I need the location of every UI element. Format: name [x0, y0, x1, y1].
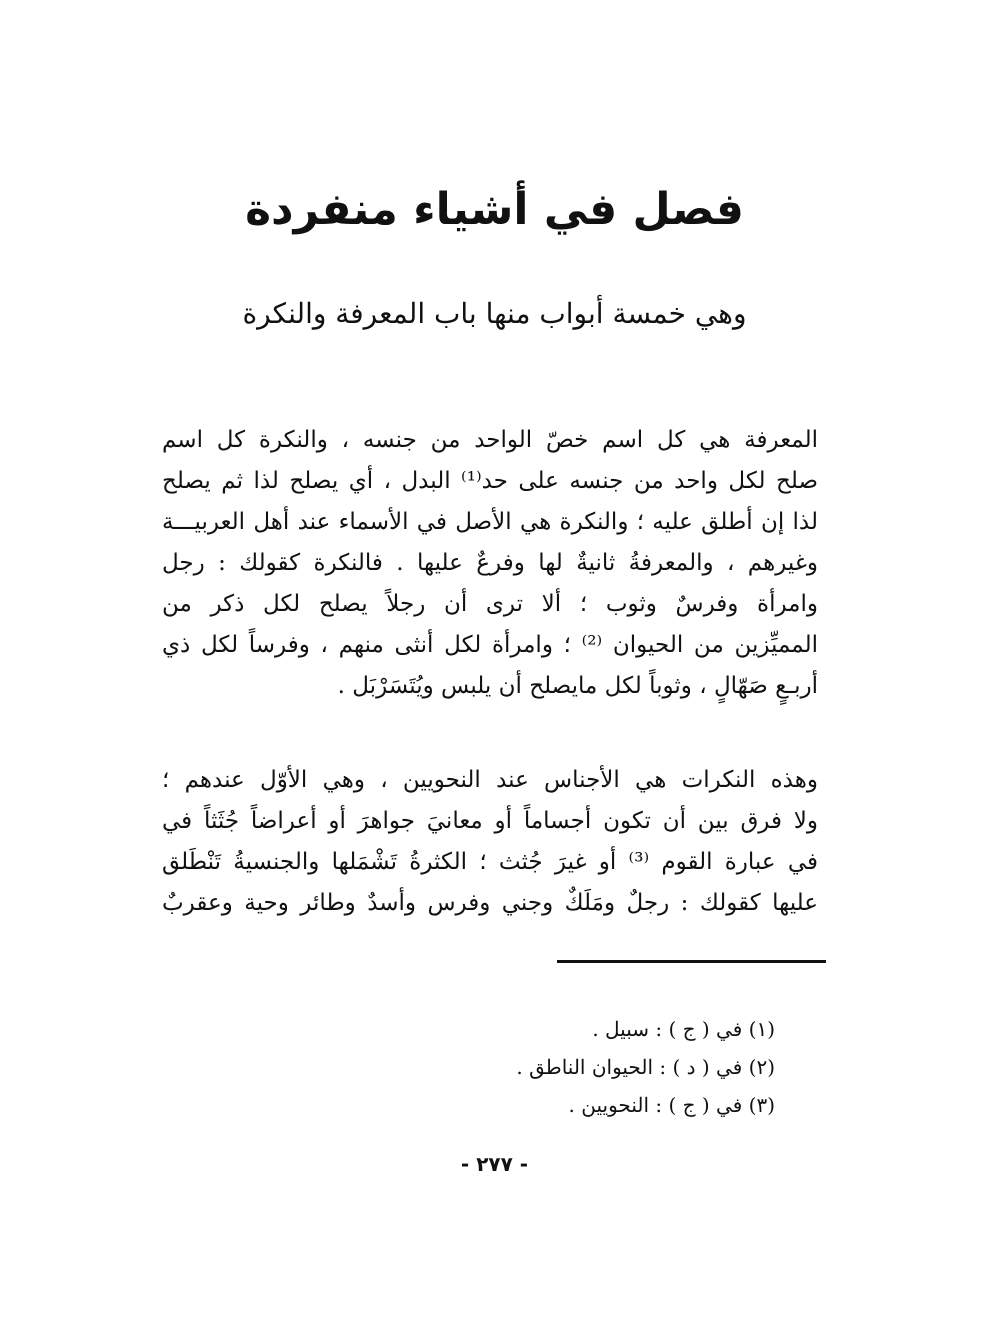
paragraph-1 — [162, 420, 818, 707]
paragraph-line: وغيرهم ، والمعرفةُ ثانيةٌ لها وفرعٌ عليها . فالنكرة كقولك : رجل — [162, 550, 818, 576]
footnote-divider — [557, 960, 826, 963]
chapter-title: فصل في أشياء منفردة — [245, 184, 744, 235]
paragraph-line: في عبارة القوم ⁽³⁾ أو غيرَ جُثث ؛ الكثرةُ تَشْمَلها والجنسيةُ تَنْطَلق — [162, 849, 818, 875]
paragraph-line: المميِّزين من الحيوان ⁽²⁾ ؛ وامرأة لكل أنثى منهم ، وفرساً لكل ذي — [162, 632, 818, 658]
chapter-subtitle: وهي خمسة أبواب منها باب المعرفة والنكرة — [242, 297, 747, 330]
paragraph-line: عليها كقولك : رجلٌ ومَلَكٌ وجني وفرس وأسدٌ وطائر وحية وعقربٌ — [162, 890, 818, 916]
paragraph-line: ولا فرق بين أن تكون أجساماً أو معانيَ جواهرَ أو أعراضاً جُثَثاً في — [162, 808, 818, 834]
footnote-item: (٢) في ( د ) : الحيوان الناطق . — [516, 1055, 775, 1079]
paragraph-line: المعرفة هي كل اسم خصّ الواحد من جنسه ، والنكرة كل اسم — [162, 427, 818, 453]
page-number: - ٢٧٧ - — [460, 1152, 529, 1176]
footnote-item: (١) في ( ج ) : سبيل . — [592, 1017, 775, 1041]
footnote-item: (٣) في ( ج ) : النحويين . — [568, 1093, 775, 1117]
paragraph-line: صلح لكل واحد من جنسه على حد⁽¹⁾ البدل ، أي يصلح لذا ثم يصلح — [162, 468, 818, 494]
paragraph-line: لذا إن أطلق عليه ؛ والنكرة هي الأصل في الأسماء عند أهل العربيـــة — [162, 509, 818, 535]
paragraph-line: أربـعٍ صَهّالٍ ، وثوباً لكل مايصلح أن يلبس ويُتَسَرْبَل . — [337, 673, 818, 699]
paragraph-line: وامرأة وفرسٌ وثوب ؛ ألا ترى أن رجلاً يصلح لكل ذكر من — [162, 591, 818, 617]
footnotes — [516, 1010, 775, 1124]
paragraph-2 — [162, 760, 818, 924]
paragraph-line: وهذه النكرات هي الأجناس عند النحويين ، وهي الأوّل عندهم ؛ — [162, 767, 818, 793]
